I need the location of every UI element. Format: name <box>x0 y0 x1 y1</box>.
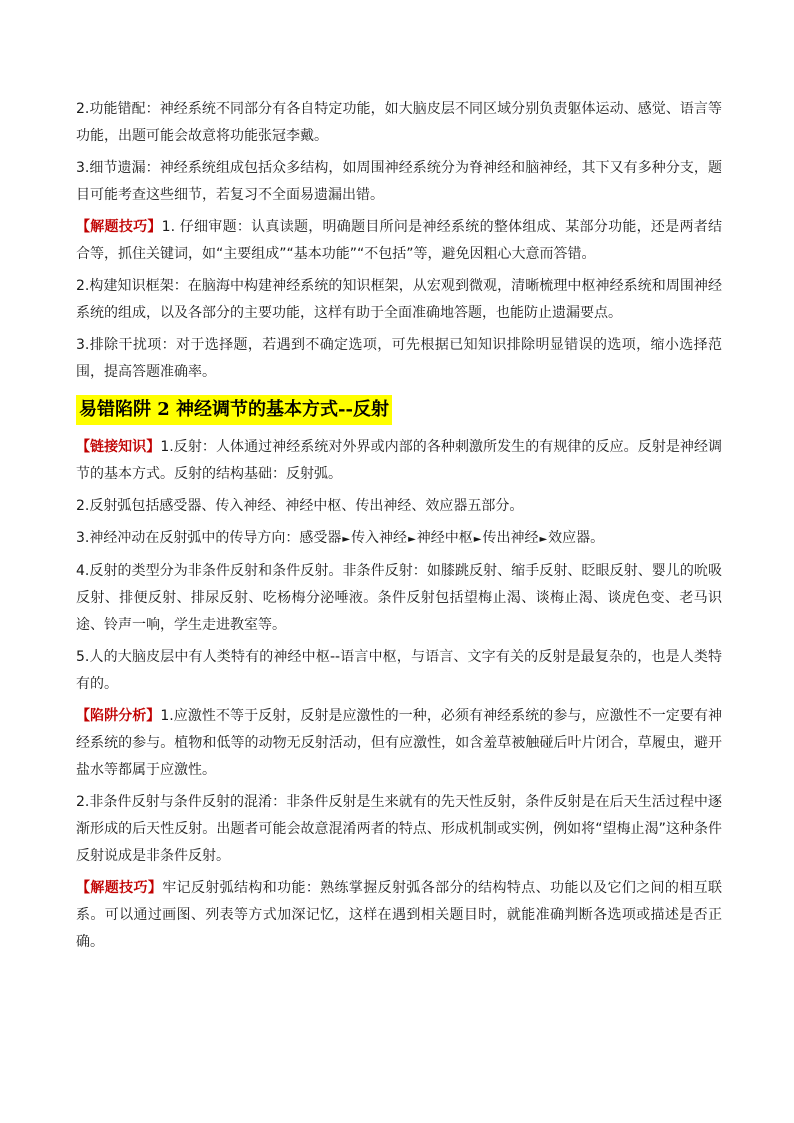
section-heading-text: 易错陷阱 2 神经调节的基本方式--反射 <box>76 395 392 425</box>
tips-text-final: 牢记反射弧结构和功能：熟练掌握反射弧各部分的结构特点、功能以及它们之间的相互联系。可以通过画图、列表等方式加深记忆，这样在遇到相关题目时，就能准确判断各选项或描述是否正确。 <box>76 880 723 950</box>
reflex-step: 神经中枢 <box>416 530 473 546</box>
tips-tag: 【解题技巧】 <box>76 219 162 235</box>
reflex-step: 传出神经 <box>482 530 539 546</box>
tips-text-1: 1. 仔细审题：认真读题，明确题目所问是神经系统的整体组成、某部分功能，还是两者结合等，抓住关键词，如“主要组成”“基本功能”“不包括”等，避免因粗心大意而答错。 <box>76 219 723 262</box>
arrow-right-icon: ► <box>408 534 416 545</box>
tips-paragraph-final <box>76 875 722 956</box>
tips-paragraph-2: 2.构建知识框架：在脑海中构建神经系统的知识框架，从宏观到微观，清晰梳理中枢神经系统和周围神经系统的组成，以及各部分的主要功能，这样有助于全面准确地答题，也能防止遗漏要点。 <box>76 278 722 321</box>
reflex-step: 效应器 <box>548 530 591 546</box>
sentence-end: 。 <box>590 530 605 546</box>
tips-tag: 【解题技巧】 <box>76 880 163 896</box>
knowledge-paragraph-1 <box>76 434 722 488</box>
tips-paragraph-1 <box>76 214 722 268</box>
link-knowledge-tag: 【链接知识】 <box>76 439 161 455</box>
arrow-right-icon: ► <box>539 534 548 545</box>
arrow-right-icon: ► <box>342 534 351 545</box>
analysis-paragraph-2: 2.非条件反射与条件反射的混淆：非条件反射是生来就有的先天性反射，条件反射是在后天生活过程中逐渐形成的后天性反射。出题者可能会故意混淆两者的特点、形成机制或实例，例如将“望梅止渴”这种条件反射说成是非条件反射。 <box>76 794 722 864</box>
tips-paragraph-3: 3.排除干扰项：对于选择题，若遇到不确定选项，可先根据已知知识排除明显错误的选项，缩小选择范围，提高答题准确率。 <box>76 337 722 380</box>
arrow-right-icon: ► <box>473 534 482 545</box>
knowledge-paragraph-2: 2.反射弧包括感受器、传入神经、神经中枢、传出神经、效应器五部分。 <box>76 498 524 514</box>
analysis-text-1: 1.应激性不等于反射，反射是应激性的一种，必须有神经系统的参与，应激性不一定要有神经系统的参与。植物和低等的动物无反射活动，但有应激性，如含羞草被触碰后叶片闭合，草履虫，避开盐水等都属于应激性。 <box>76 708 723 778</box>
reflex-step: 感受器 <box>299 530 342 546</box>
analysis-paragraph-1 <box>76 703 722 784</box>
paragraph-function-mismatch: 2.功能错配：神经系统不同部分有各自特定功能，如大脑皮层不同区域分别负责躯体运动、感觉、语言等功能，出题可能会故意将功能张冠李戴。 <box>76 101 722 144</box>
knowledge-paragraph-3 <box>76 525 722 553</box>
knowledge-paragraph-5: 5.人的大脑皮层中有人类特有的神经中枢--语言中枢，与语言、文字有关的反射是最复杂的，也是人类特有的。 <box>76 649 722 692</box>
knowledge-paragraph-4: 4.反射的类型分为非条件反射和条件反射。非条件反射：如膝跳反射、缩手反射、眨眼反射、婴儿的吮吸反射、排便反射、排尿反射、吃杨梅分泌唾液。条件反射包括望梅止渴、谈梅止渴、谈虎色变、老马识途、铃声一响，学生走进教室等。 <box>76 563 722 633</box>
trap-analysis-tag: 【陷阱分析】 <box>76 708 161 724</box>
section-heading <box>76 395 722 425</box>
document-page <box>76 96 722 961</box>
paragraph-detail-omission: 3.细节遗漏：神经系统组成包括众多结构，如周围神经系统分为脊神经和脑神经，其下又有多种分支，题目可能考查这些细节，若复习不全面易遗漏出错。 <box>76 160 722 203</box>
knowledge-text-1: 1.反射：人体通过神经系统对外界或内部的各种刺激所发生的有规律的反应。反射是神经调节的基本方式。反射的结构基础：反射弧。 <box>76 439 723 482</box>
conduction-direction-label: 3.神经冲动在反射弧中的传导方向： <box>76 530 300 546</box>
reflex-step: 传入神经 <box>351 530 408 546</box>
